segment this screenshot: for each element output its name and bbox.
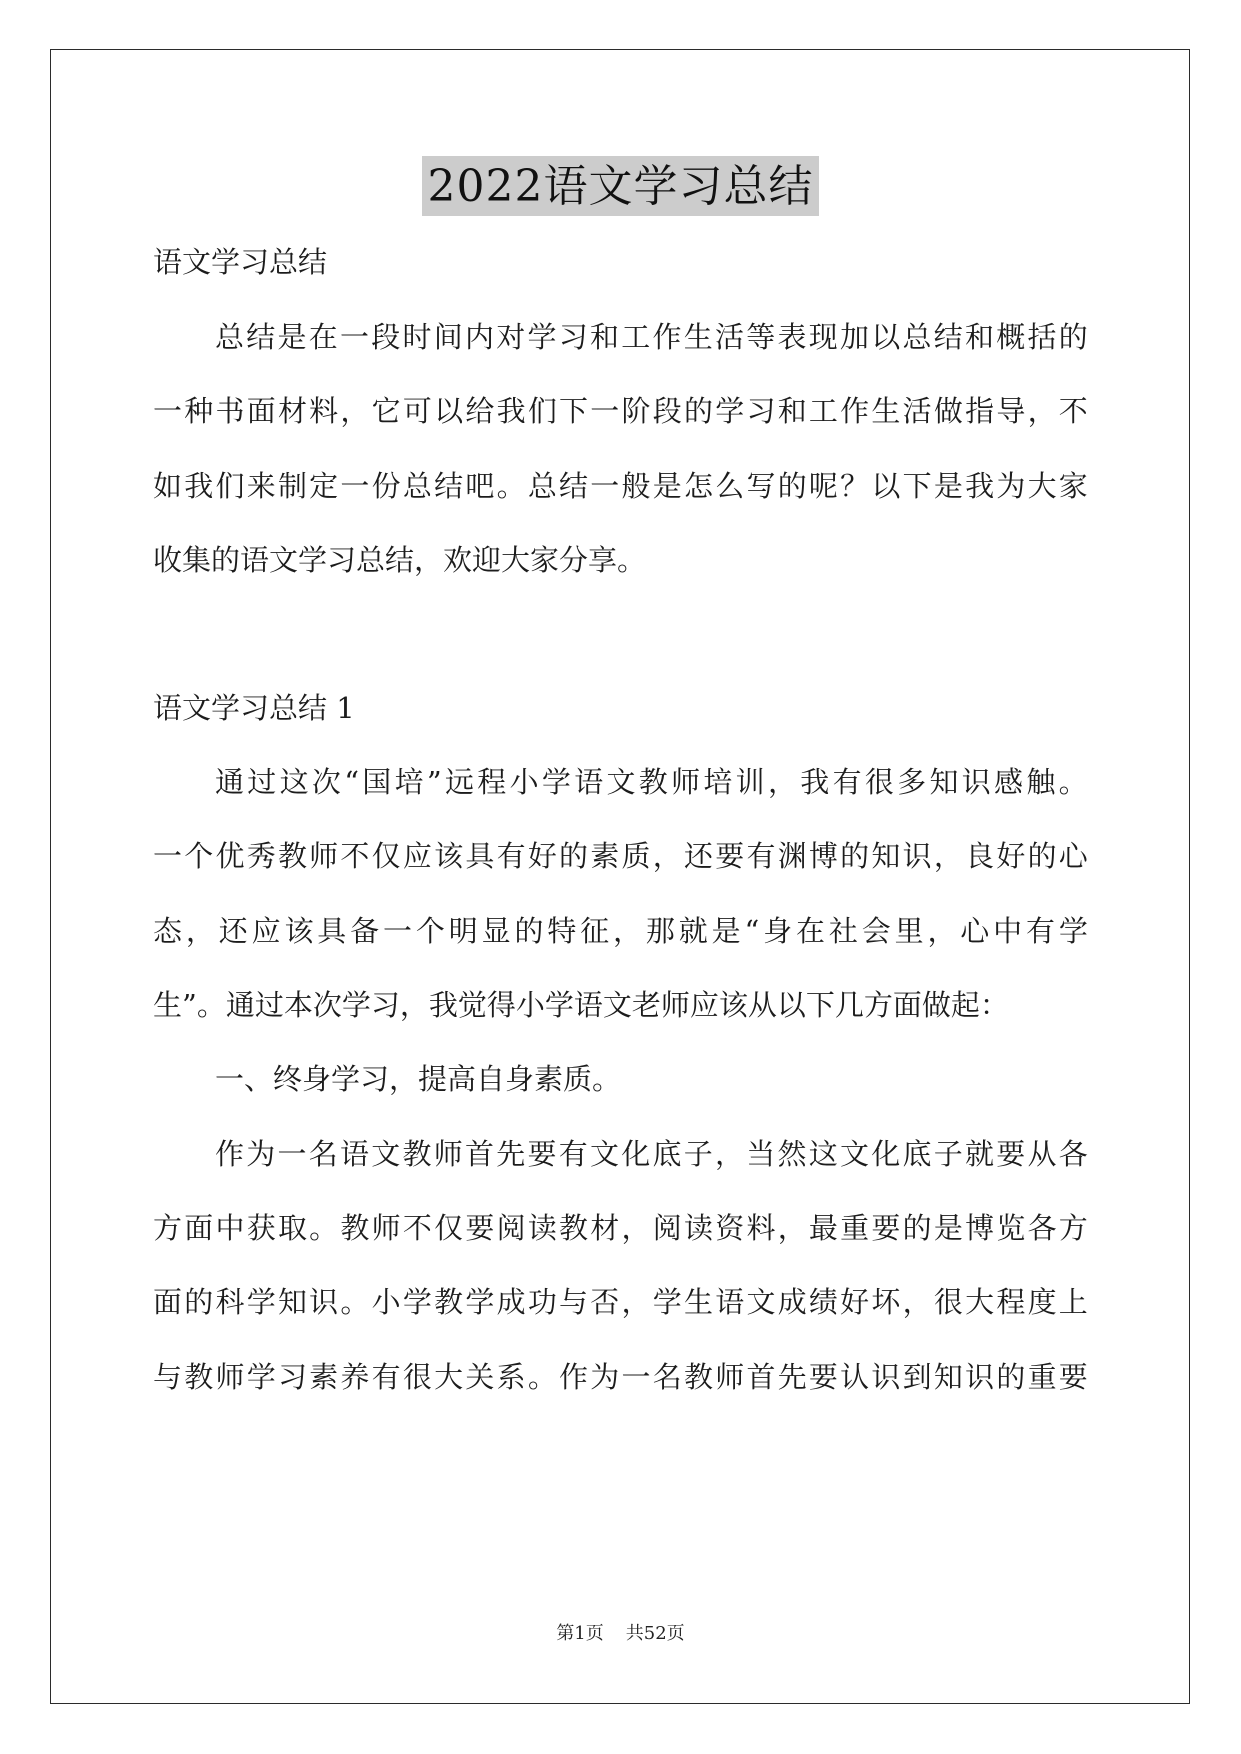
point-paragraph-line: 与 教 师 学 习 素 养 有 很 大 关 系 。 作 为 一 名 教 师 首 先 要 认 识 到 知 识 的 重 要 <box>153 1360 1088 1394</box>
point-heading: 一、终身学习，提高自身素质。 <box>215 1062 622 1096</box>
intro-paragraph-line: 总 结 是 在 一 段 时 间 内 对 学 习 和 工 作 生 活 等 表 现 加 以 总 结 和 概 括 的 <box>215 320 1088 354</box>
section-paragraph-line: 生”。通过本次学习，我觉得小学语文老师应该从以下几方面做起： <box>153 988 1009 1022</box>
point-paragraph-line: 作 为 一 名 语 文 教 师 首 先 要 有 文 化 底 子 ， 当 然 这 文 化 底 子 就 要 从 各 <box>215 1137 1088 1171</box>
section-heading: 语文学习总结 1 <box>153 691 355 725</box>
intro-paragraph-line: 如 我 们 来 制 定 一 份 总 结 吧 。 总 结 一 般 是 怎 么 写 的 呢 ？ 以 下 是 我 为 大 家 <box>153 469 1088 503</box>
page-border <box>50 49 1190 1704</box>
point-paragraph-line: 方 面 中 获 取 。 教 师 不 仅 要 阅 读 教 材 ， 阅 读 资 料 ， 最 重 要 的 是 博 览 各 方 <box>153 1211 1088 1245</box>
section-paragraph-line: 一 个 优 秀 教 师 不 仅 应 该 具 有 好 的 素 质 ， 还 要 有 渊 博 的 知 识 ， 良 好 的 心 <box>153 839 1088 873</box>
point-paragraph-line: 面 的 科 学 知 识 。 小 学 教 学 成 功 与 否 ， 学 生 语 文 成 绩 好 坏 ， 很 大 程 度 上 <box>153 1285 1088 1319</box>
section-paragraph-line: 通 过 这 次 “ 国 培 ” 远 程 小 学 语 文 教 师 培 训 ， 我 有 很 多 知 识 感 触 。 <box>215 765 1088 799</box>
document-title: 2022语文学习总结 <box>422 156 820 216</box>
intro-paragraph-line: 一 种 书 面 材 料 ， 它 可 以 给 我 们 下 一 阶 段 的 学 习 和 工 作 生 活 做 指 导 ， 不 <box>153 394 1088 428</box>
intro-paragraph-line: 收集的语文学习总结，欢迎大家分享。 <box>153 543 647 577</box>
intro-heading: 语文学习总结 <box>153 245 328 279</box>
page-total: 共52页 <box>625 1623 685 1644</box>
title-container <box>0 156 1241 216</box>
section-paragraph-line: 态 ， 还 应 该 具 备 一 个 明 显 的 特 征 ， 那 就 是 “ 身 在 社 会 里 ， 心 中 有 学 <box>153 914 1088 948</box>
page-footer <box>0 1622 1241 1646</box>
page-number: 第1页 <box>556 1623 604 1644</box>
